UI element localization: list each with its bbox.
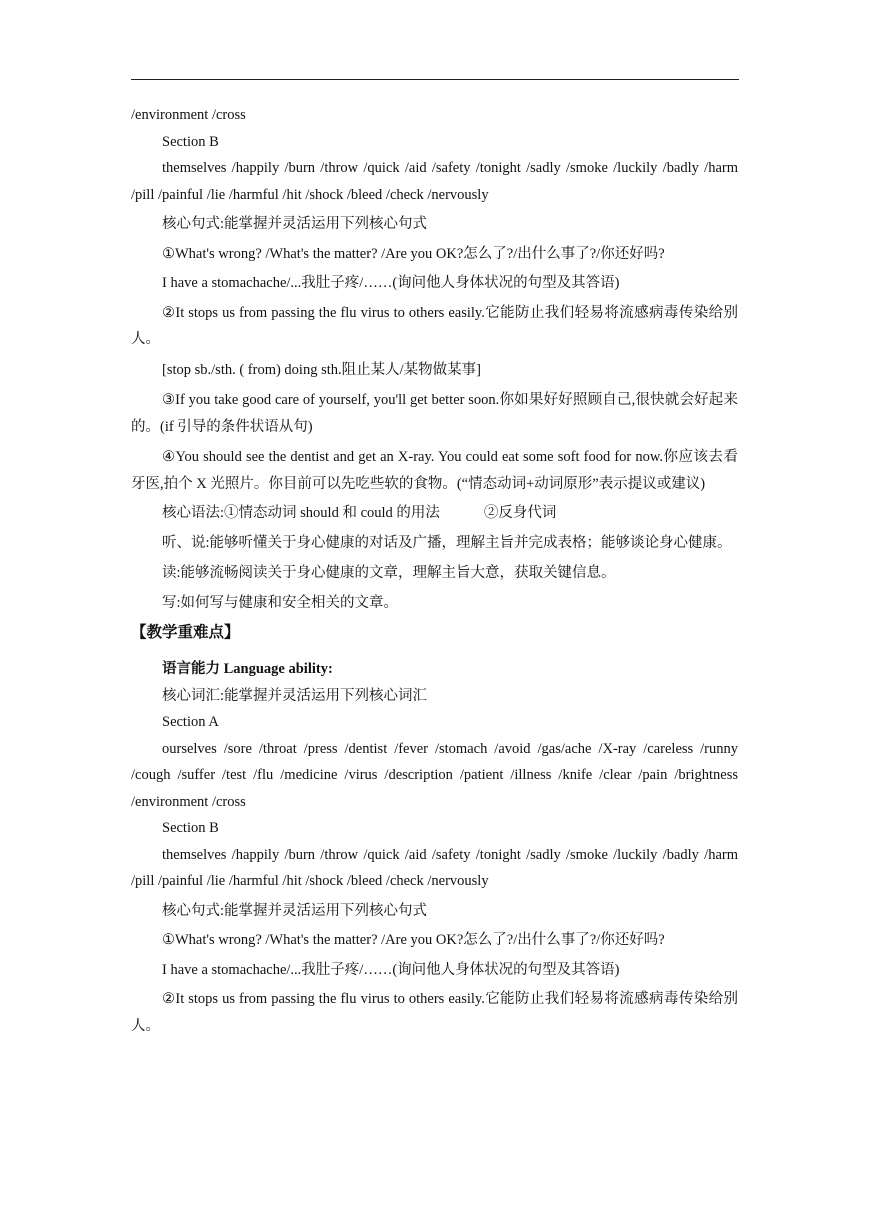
sentence-pattern: ①What's wrong? /What's the matter? /Are you OK?怎么了?/出什么事了?/你还好吗? <box>162 245 665 262</box>
sentence-pattern: I have a stomachache/...我肚子疼/……(询问他人身体状况的句型及其答语) <box>162 961 620 978</box>
section-label: Section A <box>162 714 219 730</box>
text-line: 核心句式:能掌握并灵活运用下列核心句式 <box>162 902 428 919</box>
section-label: Section B <box>162 820 219 836</box>
subheading: 语言能力 Language ability: <box>162 661 333 677</box>
sentence-pattern: I have a stomachache/...我肚子疼/……(询问他人身体状况的句型及其答语) <box>162 275 620 291</box>
text-line: 核心词汇:能掌握并灵活运用下列核心词汇 <box>162 687 428 704</box>
skill-writing: 写:如何写与健康和安全相关的文章。 <box>162 594 399 611</box>
grammar-item: ②反身代词 <box>483 505 557 521</box>
sentence-note: [stop sb./sth. ( from) doing sth.阻止某人/某物做某事] <box>162 361 481 378</box>
text-line: /environment /cross <box>131 107 246 123</box>
sentence-pattern: ①What's wrong? /What's the matter? /Are you OK?怎么了?/出什么事了?/你还好吗? <box>162 932 665 948</box>
skill-listening-speaking: 听、说:能够听懂关于身心健康的对话及广播，理解主旨并完成表格；能够谈论身心健康。 <box>162 534 732 551</box>
skill-reading: 读:能够流畅阅读关于身心健康的文章，理解主旨大意，获取关键信息。 <box>162 565 616 581</box>
section-label: Section B <box>162 133 219 150</box>
vocabulary-list: themselves /happily /burn /throw /quick /aid /safety /tonight /sadly /smoke /luckily /badly /harm /pill /painful /lie /harmful /hit /shock /bleed /check /nervously <box>131 160 738 203</box>
section-heading: 【教学重难点】 <box>131 623 240 641</box>
sentence-pattern: ②It stops us from passing the flu virus to others easily.它能防止我们轻易将流感病毒传染给别人。 <box>131 304 738 347</box>
document-body <box>131 102 738 1039</box>
vocabulary-list: ourselves /sore /throat /press /dentist /fever /stomach /avoid /gas/ache /X-ray /careless /runny /cough /suffer /test /flu /medicine /virus /description /patient /illness /knife /clear /pain /brightness /environment /cross <box>131 740 738 810</box>
text-line: 核心句式:能掌握并灵活运用下列核心句式 <box>162 216 428 232</box>
vocabulary-list: themselves /happily /burn /throw /quick /aid /safety /tonight /sadly /smoke /luckily /badly /harm /pill /painful /lie /harmful /hit /shock /bleed /check /nervously <box>131 846 738 889</box>
grammar-line <box>131 500 738 527</box>
sentence-pattern: ②It stops us from passing the flu virus to others easily.它能防止我们轻易将流感病毒传染给别人。 <box>131 991 738 1034</box>
header-rule <box>131 79 739 80</box>
grammar-item: 核心语法:①情态动词 should 和 could 的用法 <box>162 505 440 521</box>
sentence-pattern: ④You should see the dentist and get an X-ray. You could eat some soft food for now.你应该去看牙医,拍个 X 光照片。你目前可以先吃些软的食物。(“情态动词+动词原形”表示提议或建议) <box>131 449 738 492</box>
sentence-pattern: ③If you take good care of yourself, you'll get better soon.你如果好好照顾自己,很快就会好起来的。(if 引导的条件状语从句) <box>131 392 738 435</box>
